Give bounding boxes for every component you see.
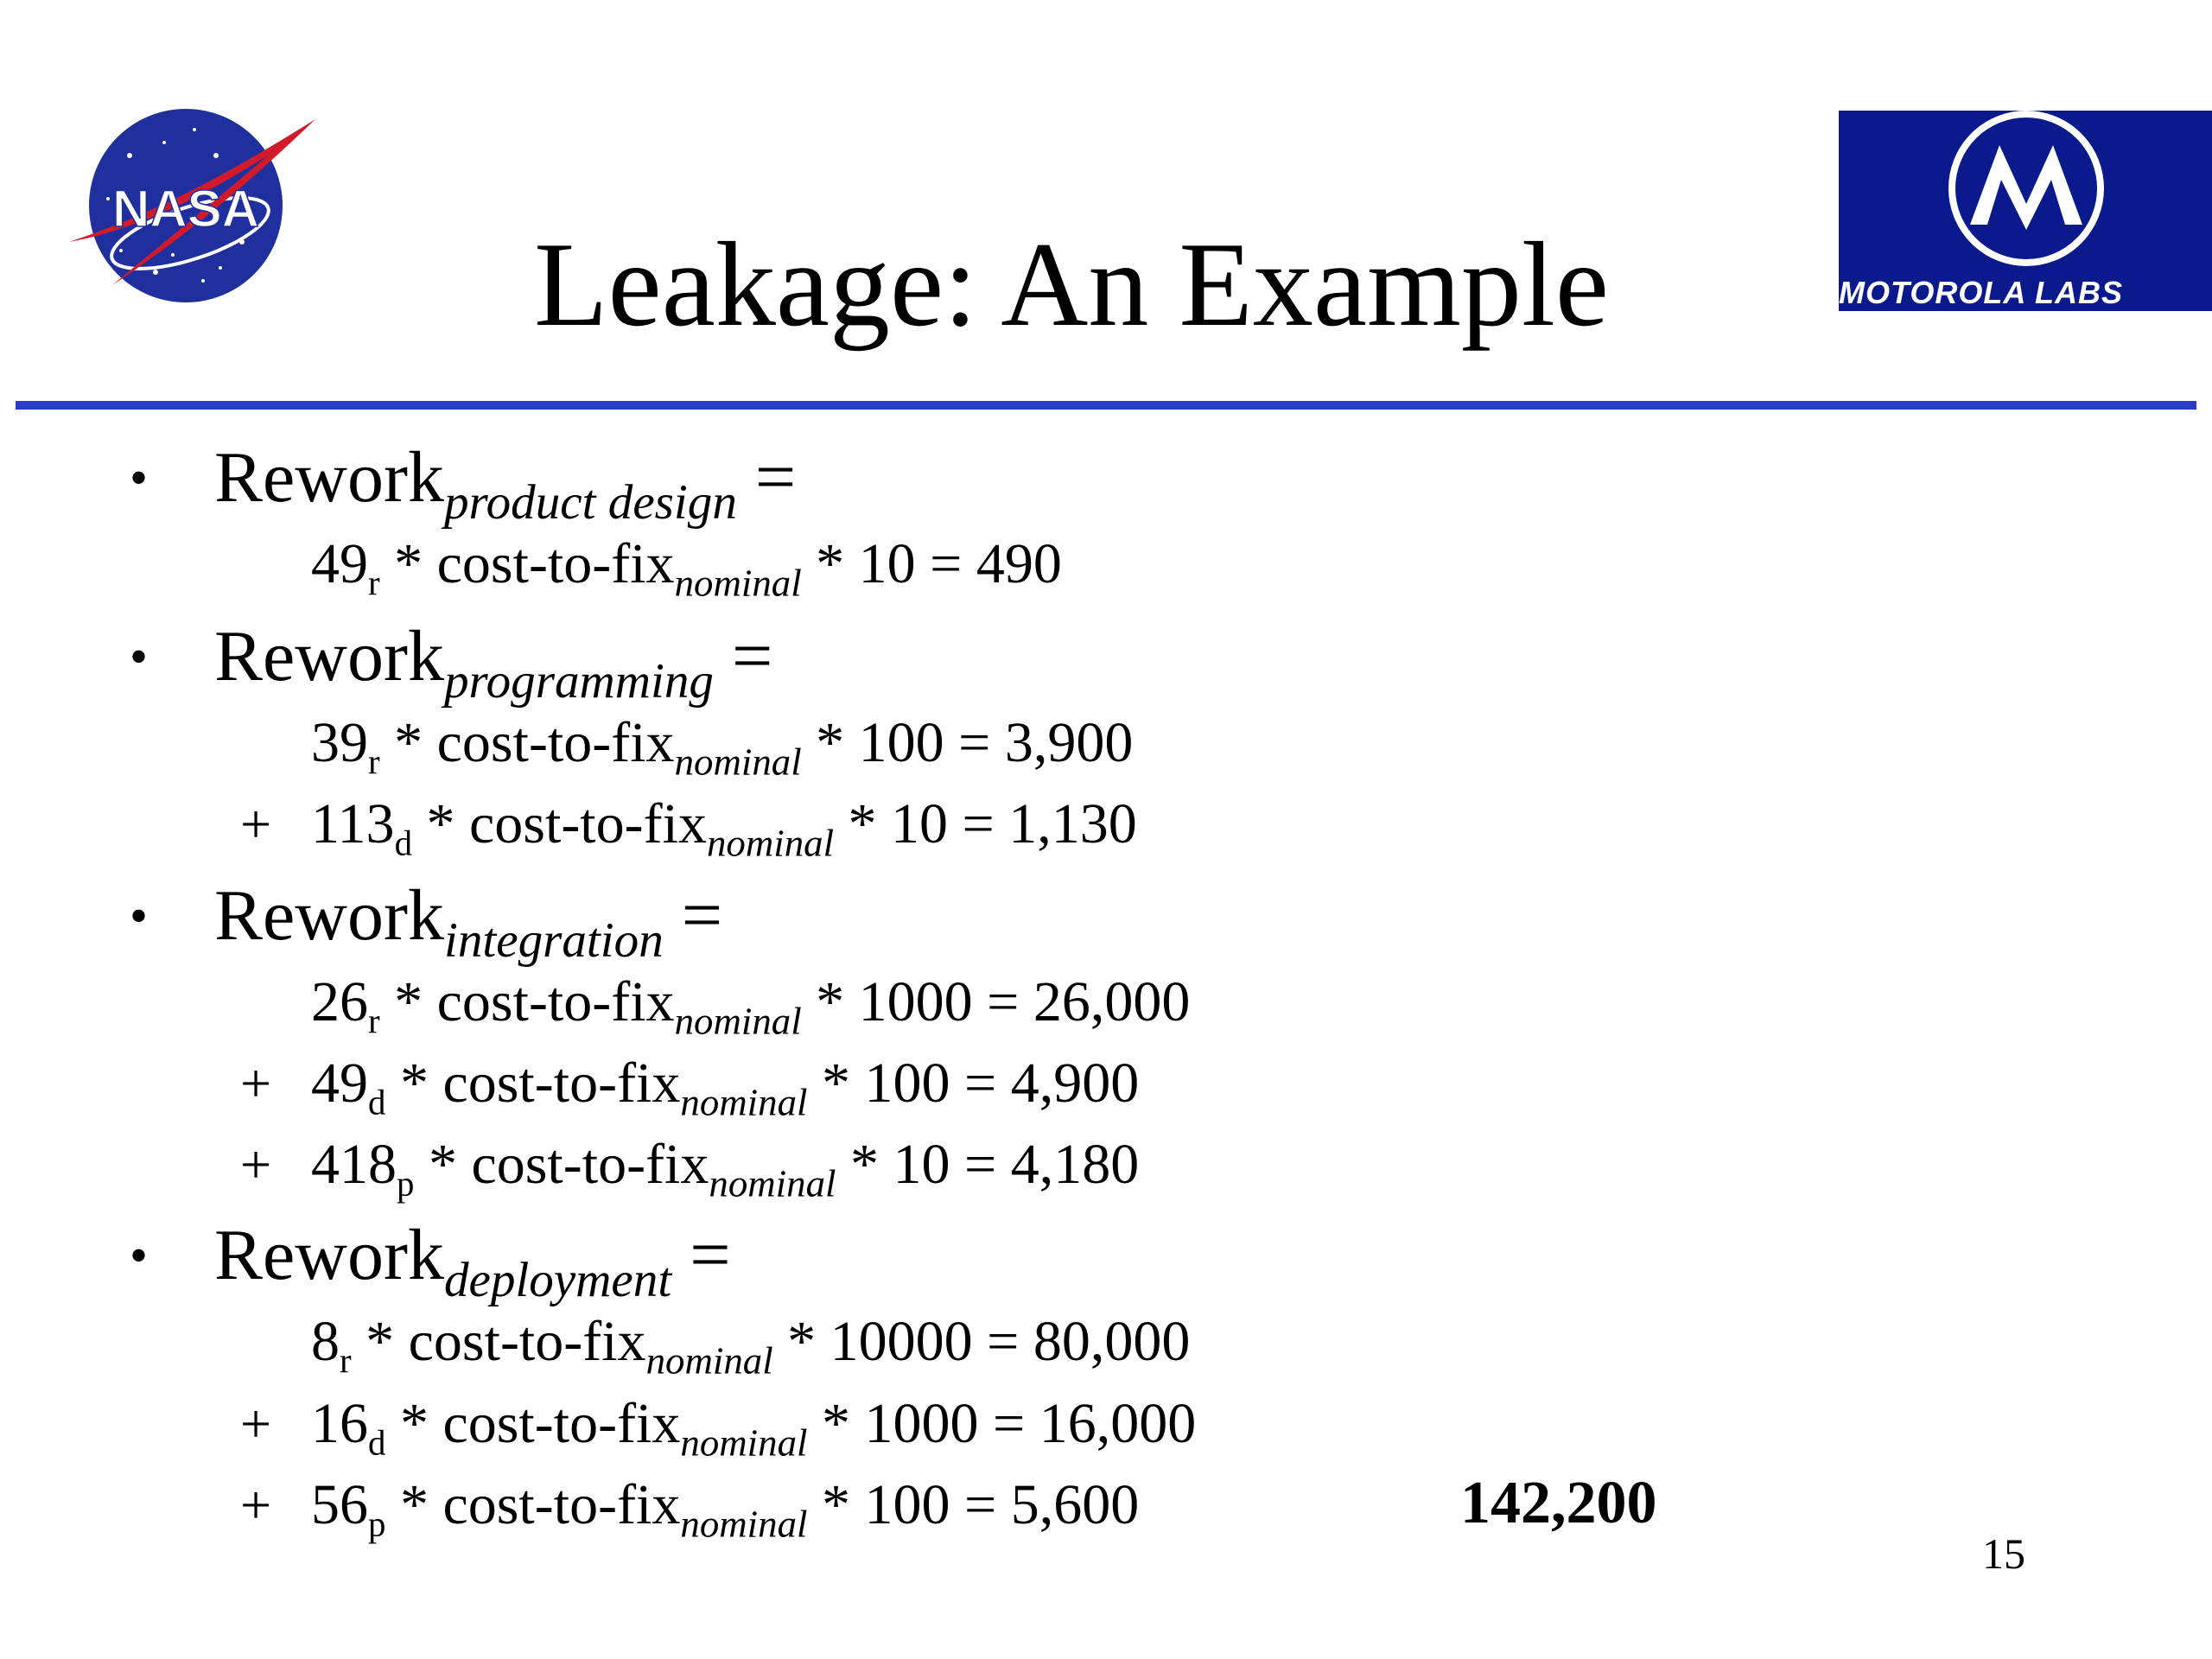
equation-line: $26_r * \cos t-to-fix_{nominal} * 1000 = 26,000$	[311, 970, 1191, 1043]
bullet-marker: •	[130, 628, 149, 685]
nasa-logo-text: NASA	[111, 180, 260, 238]
equation-line: $16_d * \cos t-to-fix_{nominal} * 1000 = 16,000$	[311, 1392, 1197, 1465]
plus-sign: +	[240, 1474, 272, 1535]
bullet-marker: •	[130, 449, 149, 506]
equation-line: $113_d * \cos t-to-fix_{nominal} * 10 = 1,130$	[311, 792, 1137, 865]
page-title: Leakage: An Example	[534, 218, 1609, 352]
bullet-marker: •	[130, 1227, 149, 1284]
equation-line: $56_p * \cos t-to-fix_{nominal} * 100 = 5,600$	[311, 1473, 1140, 1546]
total-value: 142,200	[1460, 1470, 1657, 1536]
equation-line: $418_p * \cos t-to-fix_{nominal} * 10 = 4,180$	[311, 1133, 1140, 1205]
equation-line: $49_d * \cos t-to-fix_{nominal} * 100 = 4,900$	[311, 1052, 1140, 1124]
section-heading: Rework$_{deployment}$ =	[214, 1215, 731, 1307]
title-divider	[16, 401, 2196, 410]
section-heading: Rework$_{integration}$ =	[214, 875, 723, 968]
equation-line: $8_r * \cos t-to-fix_{nominal} * 10000 = 80,000$	[311, 1310, 1191, 1382]
plus-sign: +	[240, 793, 272, 855]
plus-sign: +	[240, 1052, 272, 1114]
page-number: 15	[1982, 1529, 2025, 1578]
equation-line: $39_r * \cos t-to-fix_{nominal} * 100 = 3,900$	[311, 711, 1134, 784]
plus-sign: +	[240, 1134, 272, 1195]
equation-line: $49_r * \cos t-to-fix_{nominal} * 10 = 490$	[311, 532, 1062, 605]
bullet-marker: •	[130, 887, 149, 944]
motorola-labs-text: MOTOROLA LABS	[1839, 275, 2123, 310]
section-heading: Rework$_{product design}$ =	[214, 437, 797, 530]
section-heading: Rework$_{programming}$ =	[214, 616, 773, 709]
plus-sign: +	[240, 1393, 272, 1454]
